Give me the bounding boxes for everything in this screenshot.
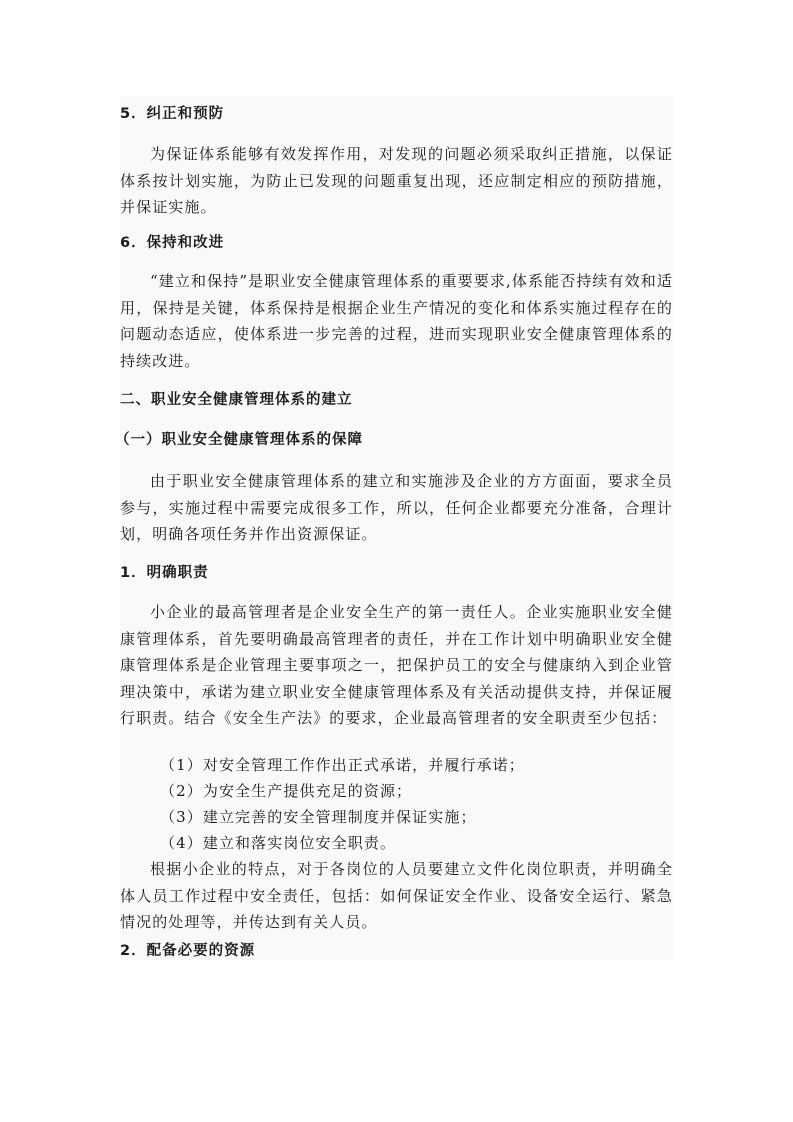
paragraph-system-guarantee: 由于职业安全健康管理体系的建立和实施涉及企业的方方面面，要求全员参与，实施过程中需要完成很多工作，所以，任何企业都要充分准备，合理计划，明确各项任务并作出资源保证。 bbox=[120, 472, 673, 543]
section-heading-maintain-improve: 6．保持和改进 bbox=[120, 235, 225, 251]
paragraph-post-responsibilities: 根据小企业的特点，对于各岗位的人员要建立文件化岗位职责，并明确全体人员工作过程中安全责任，包括：如何保证安全作业、设备安全运行、紧急情况的处理等，并传达到有关人员。 bbox=[120, 860, 673, 931]
chapter-heading-system-establishment: 二、职业安全健康管理体系的建立 bbox=[120, 392, 353, 408]
list-item-3: （3）建立完善的安全管理制度并保证实施； bbox=[160, 808, 477, 826]
list-item-4: （4）建立和落实岗位安全职责。 bbox=[160, 834, 397, 852]
list-item-1: （1）对安全管理工作作出正式承诺，并履行承诺； bbox=[160, 756, 525, 774]
paragraph-maintain-improve: “建立和保持”是职业安全健康管理体系的重要要求,体系能否持续有效和适用，保持是关键，体系保持是根据企业生产情况的变化和体系实施过程存在的问题动态适应，使体系进一步完善的过程，进而实现职业安全健康管理体系的持续改进。 bbox=[120, 272, 673, 370]
subsection-heading-system-guarantee: （一）职业安全健康管理体系的保障 bbox=[115, 432, 363, 448]
section-heading-clear-responsibilities: 1．明确职责 bbox=[120, 565, 209, 581]
section-heading-corrective-preventive: 5．纠正和预防 bbox=[120, 106, 225, 122]
list-item-2: （2）为安全生产提供充足的资源； bbox=[160, 782, 413, 800]
section-heading-necessary-resources: 2．配备必要的资源 bbox=[120, 943, 256, 959]
paragraph-clear-responsibilities: 小企业的最高管理者是企业安全生产的第一责任人。企业实施职业安全健康管理体系，首先要明确最高管理者的责任，并在工作计划中明确职业安全健康管理体系是企业管理主要事项之一，把保护员工的安全与健康纳入到企业管理决策中，承诺为建立职业安全健康管理体系及有关活动提供支持，并保证履行职责。结合《安全生产法》的要求，企业最高管理者的安全职责至少包括： bbox=[120, 603, 673, 727]
paragraph-corrective-preventive: 为保证体系能够有效发挥作用，对发现的问题必须采取纠正措施，以保证体系按计划实施，为防止已发现的问题重复出现，还应制定相应的预防措施，并保证实施。 bbox=[120, 145, 673, 216]
